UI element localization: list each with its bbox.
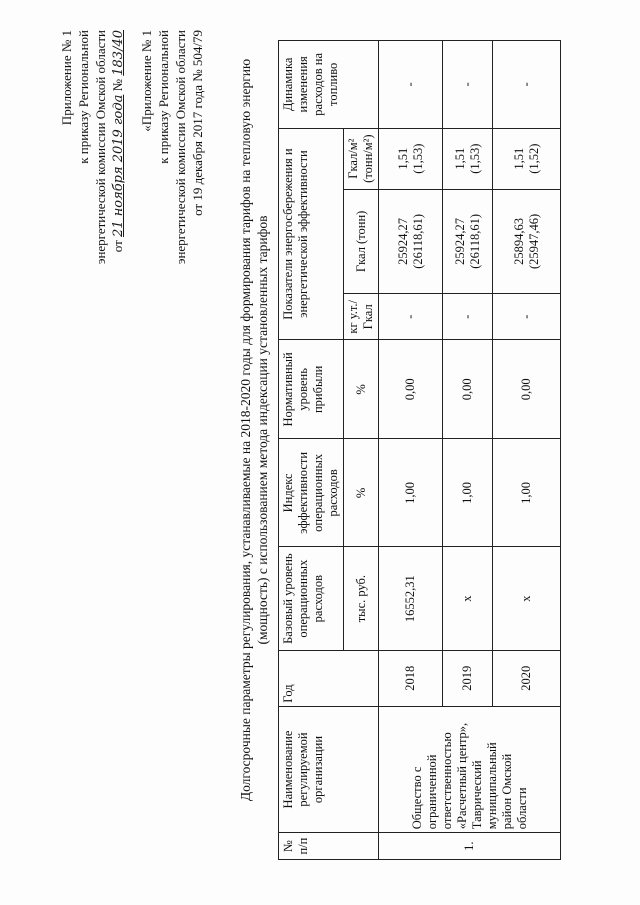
cell-e1: - xyxy=(443,294,493,340)
cell-e2: 25924,27 (26118,61) xyxy=(379,189,443,294)
header-profit: Нормативный уровень прибыли xyxy=(279,340,344,439)
cell-profit: 0,00 xyxy=(493,340,561,439)
unit-profit: % xyxy=(344,340,379,439)
cell-base: x xyxy=(493,547,561,650)
appendix-header xyxy=(58,30,127,264)
header-num: № п/п xyxy=(279,833,379,860)
cell-e2: 25924,27 (26118,61) xyxy=(443,189,493,294)
cell-dynamics: - xyxy=(379,41,443,129)
cell-year: 2018 xyxy=(379,650,443,706)
parameters-table xyxy=(278,40,561,860)
header-line: энергетической комиссии Омской области xyxy=(173,30,188,265)
header-energy: Показатели энергосбережения и энергетической эффективности xyxy=(279,128,344,340)
cell-base: x xyxy=(443,547,493,650)
cell-year: 2019 xyxy=(443,650,493,706)
cell-e1: - xyxy=(379,294,443,340)
cell-year: 2020 xyxy=(493,650,561,706)
header-date-line: от 21 ноября 2019 года № 183/40 xyxy=(110,30,126,253)
header-line: энергетической комиссии Омской области xyxy=(93,30,108,265)
header-base: Базовый уровень операционных расходов xyxy=(279,547,344,650)
header-line: «Приложение № 1 xyxy=(139,30,154,132)
table-header-row xyxy=(279,41,344,860)
cell-e3: 1,51 (1,53) xyxy=(443,128,493,189)
document-title: Долгосрочные параметры регулирования, устанавливаемые на 2018-2020 годы для формирования тарифов на тепловую энергию (мощность) с использованием метода индексации установленных тарифов xyxy=(238,58,270,802)
cell-base: 16552,31 xyxy=(379,547,443,650)
cell-dynamics: - xyxy=(493,41,561,129)
header-org: Наименование регулируемой организации xyxy=(279,706,379,832)
handwritten-number: 183/40 xyxy=(111,30,126,76)
cell-e2: 25894,63 (25947,46) xyxy=(493,189,561,294)
cell-profit: 0,00 xyxy=(443,340,493,439)
unit-base: тыс. руб. xyxy=(344,547,379,650)
cell-dynamics: - xyxy=(443,41,493,129)
cell-e3: 1,51 (1,52) xyxy=(493,128,561,189)
cell-index: 1,00 xyxy=(379,439,443,547)
header-year: Год xyxy=(279,650,379,706)
cell-profit: 0,00 xyxy=(379,340,443,439)
header-dynamics: Динамика изменения расходов на топливо xyxy=(279,41,379,129)
cell-index: 1,00 xyxy=(443,439,493,547)
unit-e3: Гкал/м² (тонн/м²) xyxy=(344,128,379,189)
cell-e1: - xyxy=(493,294,561,340)
header-line: от 19 декабря 2017 года № 504/79 xyxy=(190,30,205,216)
header-line: к приказу Региональной xyxy=(156,30,171,164)
organization-name: Общество с ограниченной ответственностью «Расчетный центр», Таврический муниципальный район Омской области xyxy=(379,706,561,832)
cell-e3: 1,51 (1,53) xyxy=(379,128,443,189)
unit-index: % xyxy=(344,439,379,547)
original-appendix-header xyxy=(138,30,206,264)
handwritten-date: 21 ноября 2019 года xyxy=(111,94,126,237)
unit-e1: кг у.т./Гкал xyxy=(344,294,379,340)
header-line: к приказу Региональной xyxy=(76,30,91,164)
header-index: Индекс эффективности операционных расходов xyxy=(279,439,344,547)
unit-e2: Гкал (тонн) xyxy=(344,189,379,294)
row-number: 1. xyxy=(379,833,561,860)
table-row xyxy=(379,41,443,860)
header-line: Приложение № 1 xyxy=(59,30,74,126)
cell-index: 1,00 xyxy=(493,439,561,547)
